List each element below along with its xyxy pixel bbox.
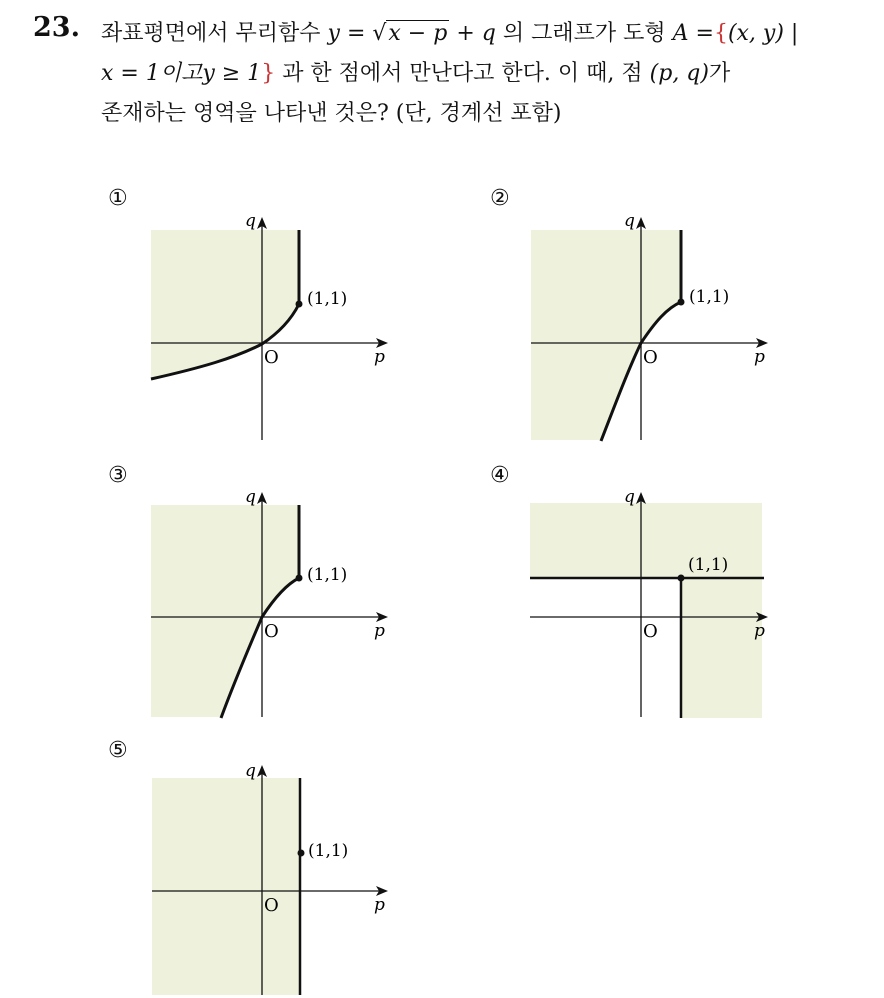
question-line-3: 존재하는 영역을 나타낸 것은? (단, 경계선 포함)	[101, 101, 562, 126]
set-a: A =	[672, 21, 714, 46]
question-number: 23.	[33, 12, 80, 43]
plus-q: + q	[456, 21, 496, 46]
axis-q-label: q	[245, 487, 256, 507]
set-close-brace: }	[261, 61, 276, 86]
choice-2-label[interactable]: ②	[490, 186, 510, 211]
axis-q-label: q	[245, 211, 256, 231]
origin-label: O	[643, 621, 658, 642]
point-label: (1,1)	[689, 287, 730, 307]
axis-q-label: q	[624, 211, 635, 231]
set-element: (x, y) |	[727, 21, 799, 46]
line1-mid: 의 그래프가 도형	[502, 21, 666, 46]
choice-5-label[interactable]: ⑤	[108, 738, 128, 763]
sqrt-sign: √	[372, 21, 387, 46]
sqrt-radicand: x − p	[388, 21, 448, 46]
axis-p-label: p	[374, 347, 385, 367]
line2-rest: 과 한 점에서 만난다고 한다. 이 때, 점	[282, 61, 643, 86]
axis-p-label: p	[374, 621, 385, 641]
point-1-1	[298, 850, 305, 857]
func-y: y =	[327, 21, 366, 46]
origin-label: O	[264, 895, 279, 916]
line2-end: 가	[708, 61, 731, 86]
point-pq: (p, q)	[649, 61, 709, 86]
axis-q-label: q	[245, 761, 256, 781]
set-condition: x = 1이고y ≥ 1	[101, 61, 262, 86]
line1-prefix: 좌표평면에서 무리함수	[101, 21, 321, 46]
set-open-brace: {	[713, 21, 728, 46]
point-label: (1,1)	[308, 841, 349, 861]
shaded-region	[152, 778, 300, 995]
choice-1-label[interactable]: ①	[108, 186, 128, 211]
choice-4-label[interactable]: ④	[490, 463, 510, 488]
axis-p-label: p	[374, 895, 385, 915]
axis-q-label: q	[624, 487, 635, 507]
point-label: (1,1)	[307, 565, 348, 585]
axis-p-label: p	[754, 347, 765, 367]
axis-p-label: p	[754, 621, 765, 641]
origin-label: O	[264, 621, 279, 642]
choice-3-label[interactable]: ③	[108, 463, 128, 488]
origin-label: O	[643, 347, 658, 368]
origin-label: O	[264, 347, 279, 368]
point-label: (1,1)	[688, 555, 729, 575]
point-label: (1,1)	[307, 289, 348, 309]
